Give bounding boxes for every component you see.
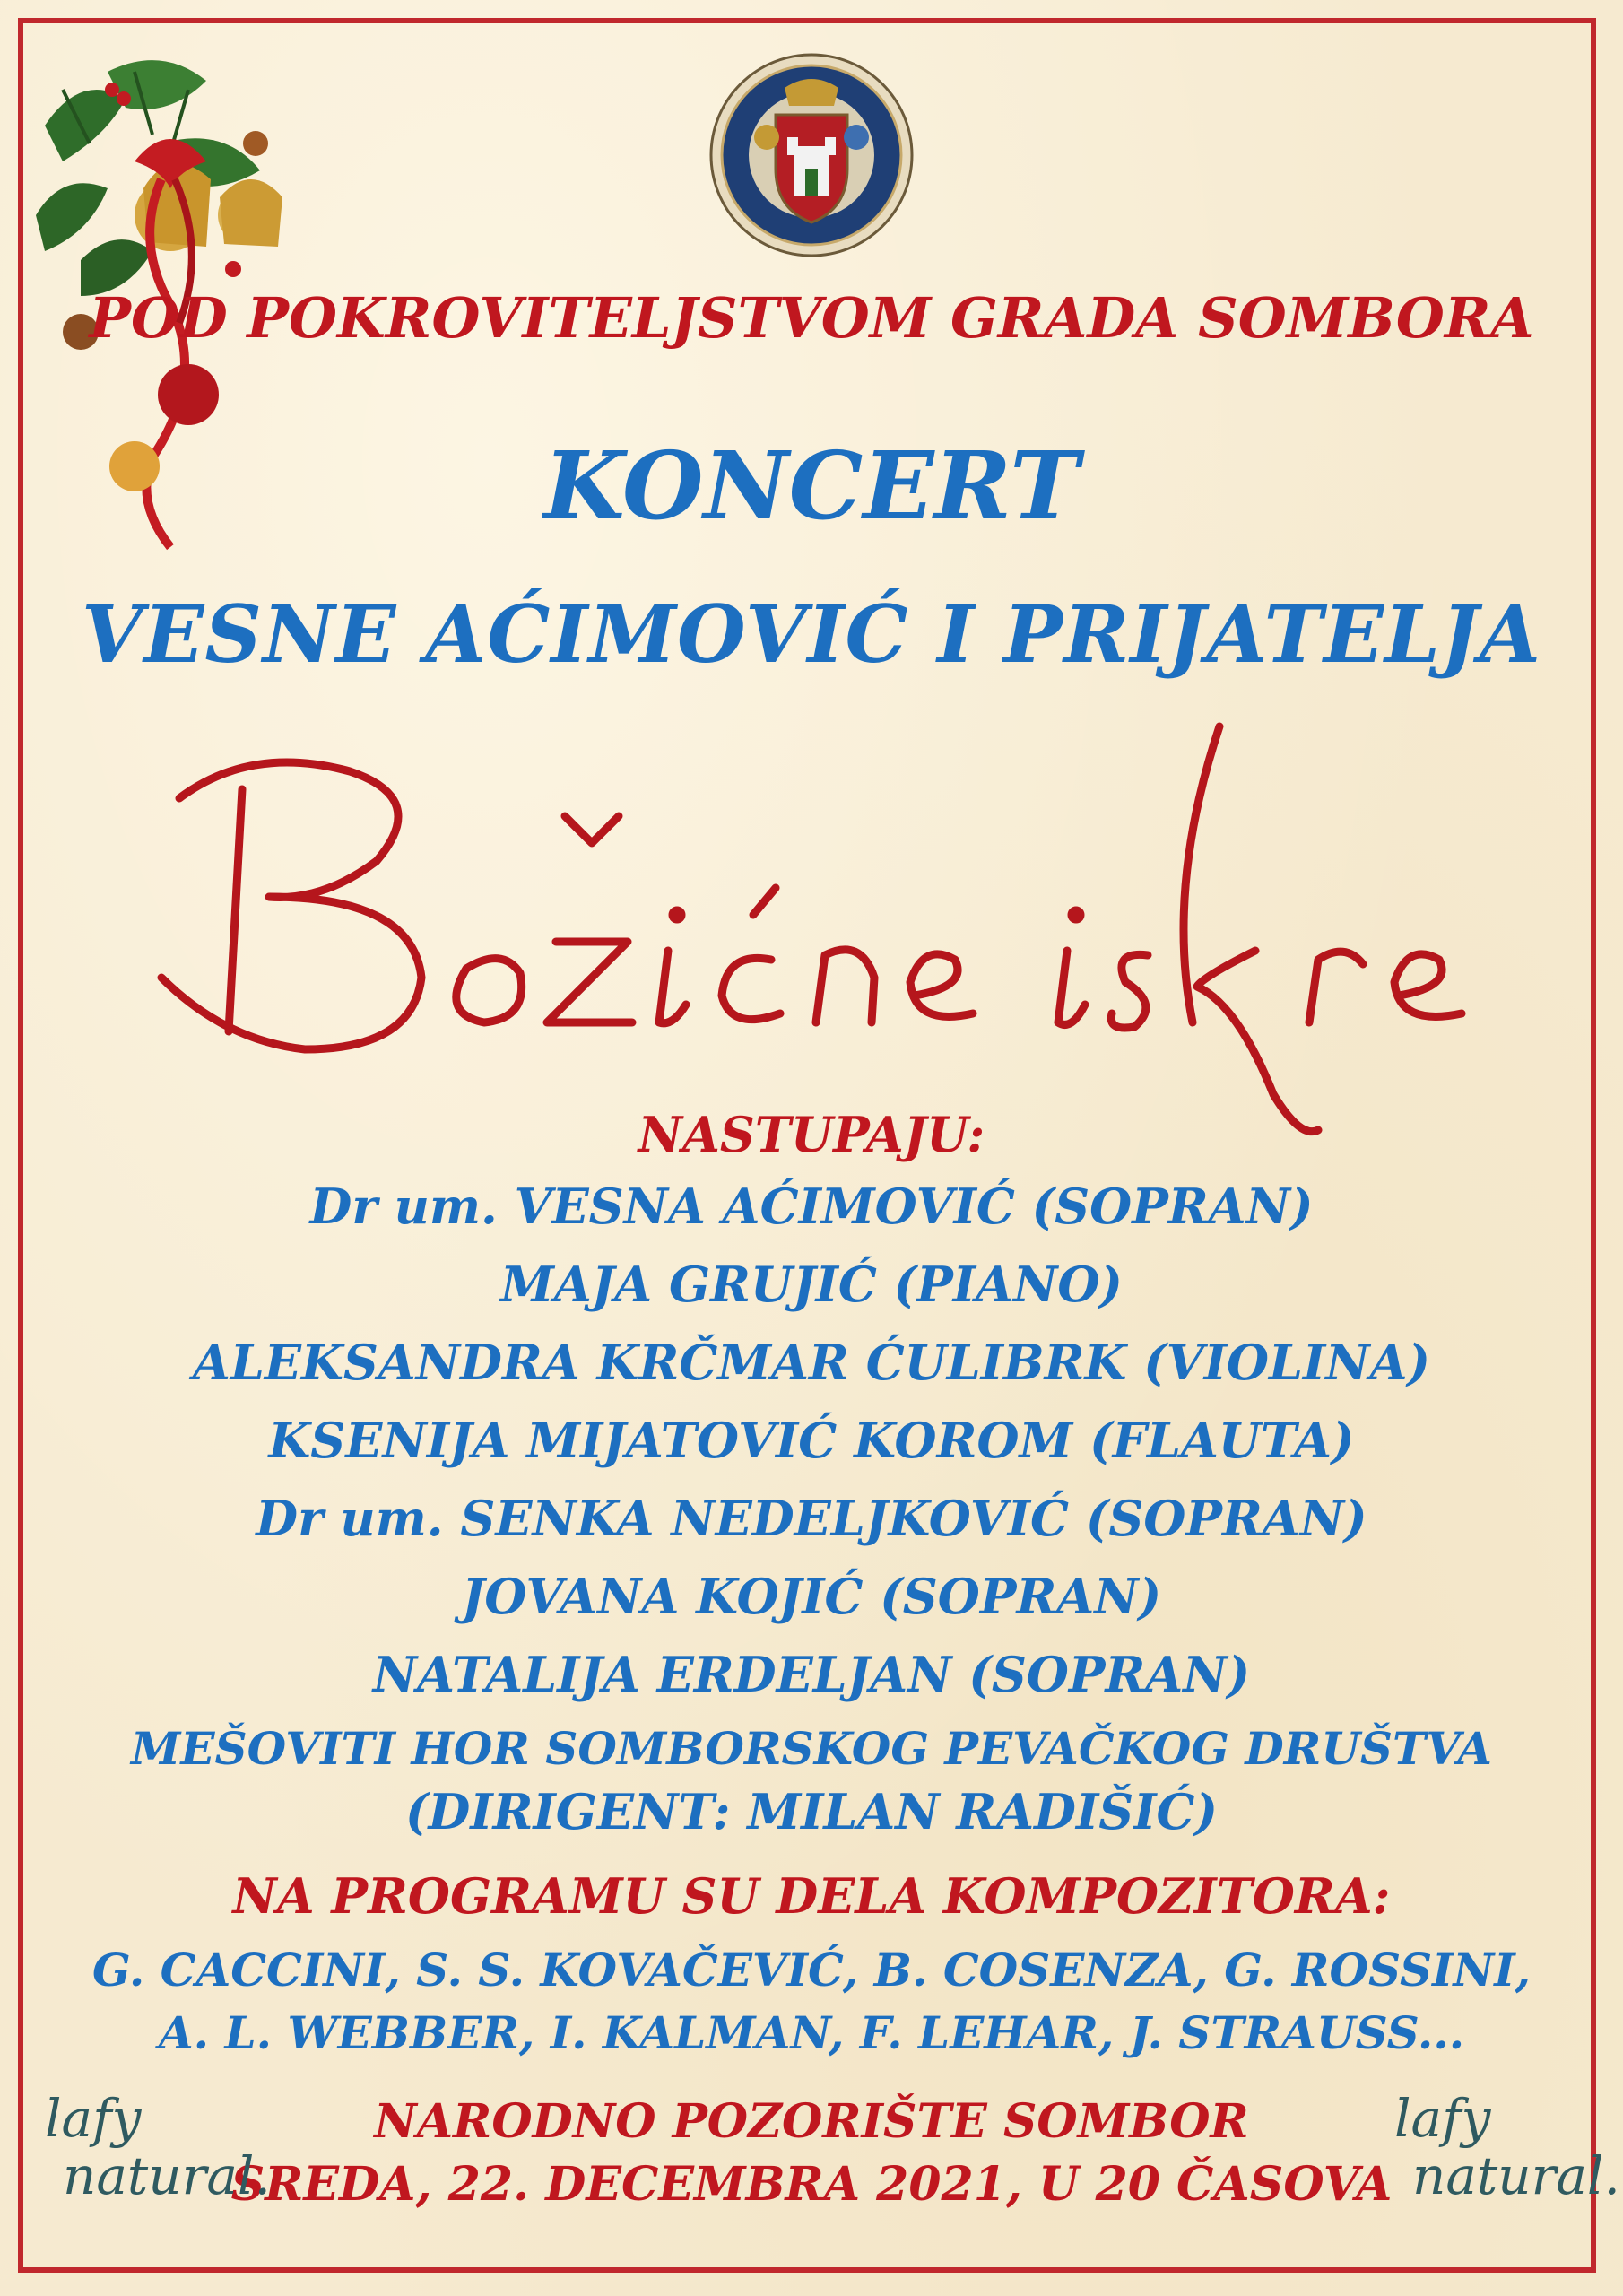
- performer-3: ALEKSANDRA KRČMAR ĆULIBRK (VIOLINA): [192, 1334, 1431, 1391]
- signature-right: [1394, 2088, 1620, 2269]
- city-seal-icon: [708, 52, 915, 258]
- venue-place: NARODNO POZORIŠTE SOMBOR: [374, 2094, 1249, 2149]
- performer-7: NATALIJA ERDELJAN (SOPRAN): [372, 1646, 1251, 1703]
- signature-left: [45, 2088, 271, 2269]
- performers-heading: NASTUPAJU:: [638, 1106, 985, 1163]
- signature-left-word2: natural.: [63, 2145, 271, 2206]
- signature-right-word1: lafy: [1394, 2088, 1491, 2149]
- title-koncert: KONCERT: [543, 430, 1080, 541]
- performer-8: MEŠOVITI HOR SOMBORSKOG PEVAČKOG DRUŠTVA: [131, 1722, 1492, 1775]
- patronage-line: POD POKROVITELJSTVOM GRADA SOMBORA: [89, 285, 1534, 351]
- signature-right-word2: natural.: [1412, 2145, 1620, 2206]
- performer-1: Dr um. VESNA AĆIMOVIĆ (SOPRAN): [309, 1178, 1314, 1235]
- composers-line-2: A. L. WEBBER, I. KALMAN, F. LEHAR, J. STRAUSS...: [158, 2006, 1465, 2059]
- program-heading: NA PROGRAMU SU DELA KOMPOZITORA:: [232, 1867, 1391, 1925]
- composers-line-1: G. CACCINI, S. S. KOVAČEVIĆ, B. COSENZA, G. ROSSINI,: [91, 1944, 1532, 1996]
- performer-9: (DIRIGENT: MILAN RADIŠIĆ): [404, 1783, 1219, 1840]
- performer-4: KSENIJA MIJATOVIĆ KOROM (FLAUTA): [268, 1412, 1355, 1469]
- performer-6: JOVANA KOJIĆ (SOPRAN): [461, 1568, 1162, 1625]
- title-performer: VESNE AĆIMOVIĆ I PRIJATELJA: [82, 587, 1541, 681]
- venue-datetime: SREDA, 22. DECEMBRA 2021, U 20 ČASOVA: [230, 2157, 1393, 2212]
- bozicne-iskre-script-title: [143, 709, 1506, 1157]
- performer-2: MAJA GRUJIĆ (PIANO): [500, 1256, 1123, 1313]
- performer-5: Dr um. SENKA NEDELJKOVIĆ (SOPRAN): [256, 1490, 1367, 1547]
- signature-left-word1: lafy: [45, 2088, 142, 2149]
